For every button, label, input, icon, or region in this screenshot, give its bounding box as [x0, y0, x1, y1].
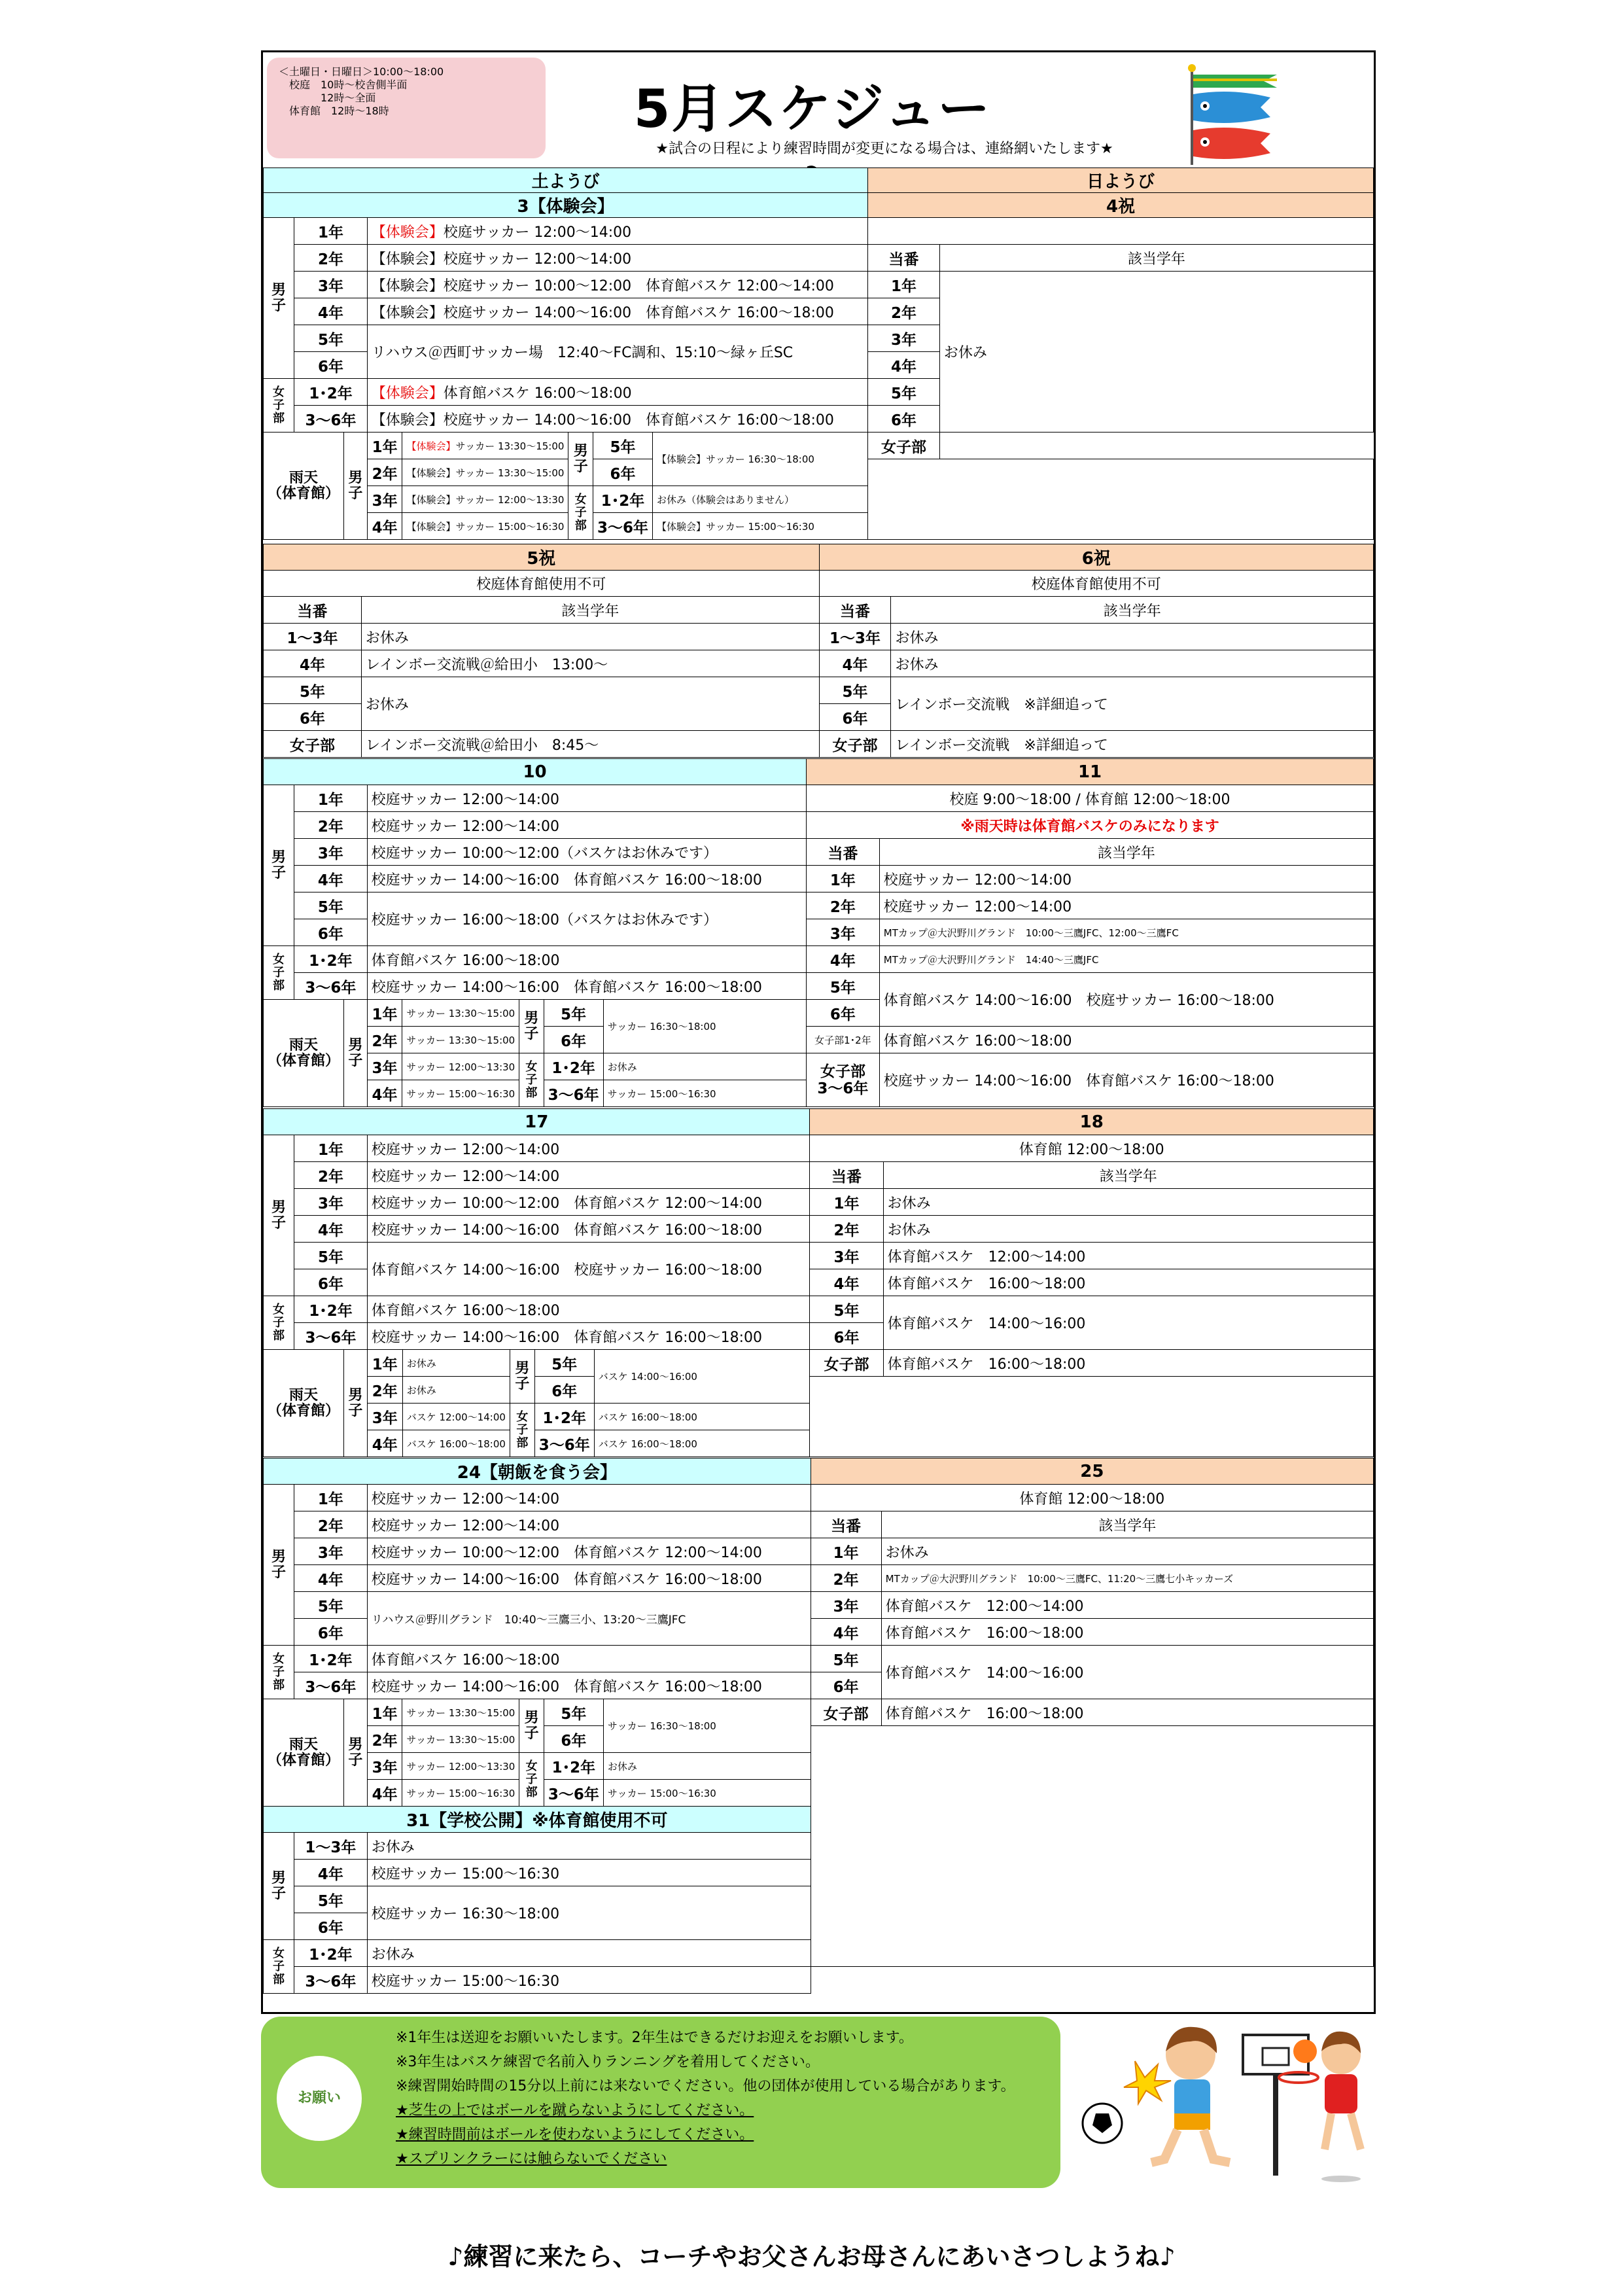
- schedule-cell: レインボー交流戦＠給田小 8:45～: [361, 731, 819, 758]
- girls-grade: 女子部: [819, 731, 891, 758]
- schedule-cell: 校庭サッカー 12:00～14:00: [879, 892, 1373, 919]
- date-10: 10: [264, 759, 807, 785]
- facility-note: 体育館 12:00～18:00: [811, 1485, 1373, 1511]
- schedule-cell: お休み: [367, 1940, 811, 1967]
- closing-message: ♪練習に来たら、コーチやお父さんお母さんにあいさつしようね♪: [447, 2242, 1176, 2271]
- grade-2: 2年: [810, 1216, 883, 1243]
- schedule-cell: 校庭サッカー 14:00～16:00 体育館バスケ 16:00～18:00: [879, 1053, 1373, 1107]
- schedule-cell: 【体験会】校庭サッカー 10:00～12:00 体育館バスケ 12:00～14:00: [367, 272, 867, 298]
- schedule-cell: 校庭サッカー 14:00～16:00 体育館バスケ 16:00～18:00: [367, 973, 806, 1000]
- grade-4: 4年: [294, 1565, 368, 1592]
- girls-grade-3-6: 女子部 3～6年: [807, 1053, 880, 1107]
- grade-4: 4年: [294, 298, 368, 325]
- rain-cell: 【体験会】サッカー 15:00～16:30: [653, 513, 868, 540]
- schedule-cell: お休み: [891, 624, 1374, 650]
- rain-cell: バスケ 14:00～16:00: [594, 1350, 810, 1404]
- week2-table: [263, 544, 1374, 758]
- grade-2: 2年: [868, 298, 940, 325]
- schedule-cell: お休み: [891, 650, 1374, 677]
- schedule-cell: 体育館バスケ 12:00～14:00: [883, 1243, 1373, 1269]
- grade-2: 2年: [807, 892, 880, 919]
- grade-5: 5年: [811, 1646, 881, 1672]
- grade-6: 6年: [811, 1672, 881, 1699]
- rain-cell: [402, 433, 568, 459]
- grade-2: 2年: [367, 1726, 402, 1753]
- hours-line: 12時～全面: [279, 92, 376, 104]
- grade-1: 1年: [807, 866, 880, 892]
- grade-6: 6年: [264, 704, 362, 731]
- grade-1-2: 1･2年: [534, 1404, 594, 1430]
- schedule-cell: お休み: [361, 624, 819, 650]
- grade-1-2: 1･2年: [294, 379, 368, 406]
- grade-4: 4年: [367, 513, 402, 540]
- grade-6: 6年: [819, 704, 891, 731]
- girls-grade: 女子部: [811, 1699, 881, 1726]
- schedule-cell: 体育館バスケ 14:00～16:00 校庭サッカー 16:00～18:00: [367, 1243, 810, 1296]
- boys-label: 男 子: [344, 1000, 368, 1107]
- grade-3: 3年: [294, 1189, 368, 1216]
- grade-6: 6年: [807, 1000, 880, 1027]
- schedule-cell: 校庭サッカー 14:00～16:00 体育館バスケ 16:00～18:00: [367, 1672, 811, 1699]
- girls-label: 女 子 部: [264, 1940, 294, 1994]
- boys-label: 男 子: [519, 1000, 544, 1053]
- grade-3-6: 3～6年: [534, 1430, 594, 1457]
- schedule-cell: 【体験会】校庭サッカー 14:00～16:00 体育館バスケ 16:00～18:00: [367, 406, 867, 433]
- rain-label: 雨天 （体育館）: [264, 1350, 344, 1457]
- sat-label: 土ようび: [264, 168, 868, 193]
- grade-5: 5年: [819, 677, 891, 704]
- rain-cell: サッカー 15:00～16:30: [402, 1080, 519, 1107]
- date-4: 4祝: [868, 193, 1374, 218]
- gakunen-header: 該当学年: [361, 597, 819, 624]
- schedule-cell: 体育館バスケ 16:00～18:00: [883, 1269, 1373, 1296]
- girls-label: 女 子 部: [264, 1646, 294, 1699]
- rain-cell: バスケ 16:00～18:00: [594, 1430, 810, 1457]
- date-18: 18: [810, 1109, 1374, 1135]
- schedule-cell: MTカップ＠大沢野川グランド 10:00～三鷹FC、11:20～三鷹七小キッカーズ: [881, 1565, 1373, 1592]
- grade-4: 4年: [367, 1430, 402, 1457]
- grade-6: 6年: [294, 352, 368, 379]
- schedule-cell: お休み: [367, 1833, 811, 1860]
- facility-note: 校庭 9:00～18:00 / 体育館 12:00～18:00: [807, 785, 1374, 812]
- grade-6: 6年: [294, 919, 368, 946]
- date-11: 11: [807, 759, 1374, 785]
- rain-cell: バスケ 16:00～18:00: [402, 1430, 510, 1457]
- grade-1-2: 1･2年: [294, 1296, 368, 1323]
- grade-4: 4年: [811, 1619, 881, 1646]
- schedule-cell: MTカップ＠大沢野川グランド 10:00～三鷹JFC、12:00～三鷹FC: [879, 919, 1373, 946]
- girls-label: 女 子 部: [264, 946, 294, 1000]
- schedule-cell: リハウス＠西町サッカー場 12:40～FC調和、15:10～緑ヶ丘SC: [367, 325, 867, 379]
- grade-4: 4年: [810, 1269, 883, 1296]
- page-subtitle: ★試合の日程により練習時間が変更になる場合は、連絡網いたします★: [655, 141, 1113, 157]
- toban-header: 当番: [819, 597, 891, 624]
- grade-5: 5年: [264, 677, 362, 704]
- schedule-cell: 校庭サッカー 14:00～16:00 体育館バスケ 16:00～18:00: [367, 1216, 810, 1243]
- taiken-tag: 【体験会】: [406, 440, 456, 452]
- rain-label: 雨天 （体育館）: [264, 1000, 344, 1107]
- rain-cell: サッカー 13:30～15:00: [402, 1699, 519, 1726]
- schedule-cell: [367, 379, 867, 406]
- grade-1-2: 1･2年: [294, 1646, 368, 1672]
- rain-cell: お休み: [402, 1350, 510, 1377]
- grade-3: 3年: [810, 1243, 883, 1269]
- grade-4: 4年: [367, 1080, 402, 1107]
- grade-6: 6年: [544, 1726, 603, 1753]
- grade-6: 6年: [294, 1913, 368, 1940]
- schedule-cell: 体育館バスケ 14:00～16:00 校庭サッカー 16:00～18:00: [879, 973, 1373, 1027]
- rain-cell: 【体験会】サッカー 16:30～18:00: [653, 433, 868, 486]
- grade-1-2: 1･2年: [294, 946, 368, 973]
- schedule-cell: 校庭サッカー 16:30～18:00: [367, 1886, 811, 1940]
- blank-cell: [868, 459, 1374, 540]
- schedule-cell: 校庭サッカー 14:00～16:00 体育館バスケ 16:00～18:00: [367, 866, 806, 892]
- schedule-cell: 体育館バスケ 14:00～16:00: [883, 1296, 1373, 1350]
- grade-6: 6年: [868, 406, 940, 433]
- schedule-cell: [367, 218, 867, 245]
- schedule-cell: 校庭サッカー 15:00～16:30: [367, 1860, 811, 1886]
- girls-label: 女 子 部: [519, 1753, 544, 1807]
- sun-label: 日ようび: [868, 168, 1374, 193]
- date-24: 24【朝飯を食う会】: [264, 1458, 811, 1485]
- grade-3-6: 3～6年: [294, 406, 368, 433]
- girls-grade: 女子部: [868, 433, 940, 459]
- grade-3-6: 3～6年: [294, 973, 368, 1000]
- rain-warning: ※雨天時は体育館バスケのみになります: [807, 812, 1374, 839]
- boys-label: 男 子: [264, 785, 294, 946]
- grade-2: 2年: [367, 1027, 402, 1053]
- grade-3: 3年: [367, 486, 402, 513]
- grade-5: 5年: [868, 379, 940, 406]
- blank-cell: [811, 1726, 1373, 1967]
- boys-label: 男 子: [264, 1833, 294, 1940]
- grade-5: 5年: [294, 1886, 368, 1913]
- boys-label: 男 子: [264, 218, 294, 379]
- kids-playing-illustration: [1073, 2015, 1374, 2185]
- rain-cell: お休み: [603, 1053, 806, 1080]
- grade-3: 3年: [367, 1753, 402, 1780]
- schedule-cell: お休み: [883, 1216, 1373, 1243]
- date-31: 31【学校公開】※体育館使用不可: [264, 1807, 811, 1833]
- rain-cell: 【体験会】サッカー 12:00～13:30: [402, 486, 568, 513]
- toban-header: 当番: [807, 839, 880, 866]
- schedule-cell: 体育館バスケ 16:00～18:00: [883, 1350, 1373, 1377]
- schedule-cell: 校庭サッカー 12:00～14:00: [367, 1162, 810, 1189]
- rain-cell: サッカー 13:30～15:00: [402, 1726, 519, 1753]
- gakunen-header: 該当学年: [879, 839, 1373, 866]
- basketball-icon: [1293, 2040, 1317, 2063]
- grade-3: 3年: [868, 325, 940, 352]
- schedule-cell: お休み: [361, 677, 819, 731]
- grade-1: 1年: [367, 1000, 402, 1027]
- grade-5: 5年: [544, 1699, 603, 1726]
- facility-note: 体育館 12:00～18:00: [810, 1135, 1374, 1162]
- schedule-cell: レインボー交流戦 ※詳細追って: [891, 677, 1374, 731]
- request-notes: [396, 2026, 1015, 2171]
- rain-cell: サッカー 12:00～13:30: [402, 1753, 519, 1780]
- hours-line: 校庭 10時～校舎側半面: [279, 79, 408, 91]
- girls-grade: 女子部: [264, 731, 362, 758]
- schedule-text: 校庭サッカー 12:00～14:00: [443, 224, 632, 241]
- girls-label: 女 子 部: [519, 1053, 544, 1107]
- week1-table: [263, 168, 1374, 540]
- page-title: 5月スケジュー: [633, 79, 992, 139]
- grade-4: 4年: [294, 866, 368, 892]
- grade-1: 1年: [810, 1189, 883, 1216]
- rain-cell: サッカー 13:30～15:00: [402, 1027, 519, 1053]
- facility-note: 校庭体育館使用不可: [819, 571, 1373, 597]
- boys-label: 男 子: [264, 1135, 294, 1296]
- schedule-cell: 校庭サッカー 12:00～14:00: [367, 1511, 811, 1538]
- grade-5: 5年: [294, 325, 368, 352]
- girls-grade: 女子部: [810, 1350, 883, 1377]
- rain-cell: お休み: [402, 1377, 510, 1404]
- boys-label: 男 子: [510, 1350, 534, 1404]
- girls-label: 女 子 部: [510, 1404, 534, 1457]
- schedule-cell: 校庭サッカー 15:00～16:30: [367, 1967, 811, 1994]
- schedule-cell: 校庭サッカー 12:00～14:00: [367, 785, 806, 812]
- schedule-cell: お休み: [881, 1538, 1373, 1565]
- grade-6: 6年: [544, 1027, 603, 1053]
- note-line: ★スプリンクラーには触らないでください: [396, 2151, 667, 2167]
- schedule-cell: 校庭サッカー 16:00～18:00（バスケはお休みです）: [367, 892, 806, 946]
- toban-header: 当番: [811, 1511, 881, 1538]
- grade-1-3: 1～3年: [294, 1833, 368, 1860]
- rain-cell: 【体験会】サッカー 13:30～15:00: [402, 459, 568, 486]
- grade-2: 2年: [294, 1162, 368, 1189]
- grade-5: 5年: [593, 433, 653, 459]
- grade-1-3: 1～3年: [264, 624, 362, 650]
- grade-6: 6年: [294, 1619, 368, 1646]
- grade-1: 1年: [294, 218, 368, 245]
- boys-label: 男 子: [344, 433, 368, 540]
- boys-label: 男 子: [568, 433, 593, 486]
- grade-2: 2年: [294, 1511, 368, 1538]
- date-25: 25: [811, 1458, 1373, 1485]
- girls-label: 女 子 部: [568, 486, 593, 540]
- rain-cell: お休み: [603, 1753, 811, 1780]
- grade-1: 1年: [811, 1538, 881, 1565]
- grade-2: 2年: [294, 812, 368, 839]
- grade-4: 4年: [294, 1860, 368, 1886]
- schedule-cell: 体育館バスケ 16:00～18:00: [881, 1619, 1373, 1646]
- hours-line: ＜土曜日・日曜日＞10:00～18:00: [279, 65, 444, 78]
- schedule-cell: 【体験会】校庭サッカー 14:00～16:00 体育館バスケ 16:00～18:00: [367, 298, 867, 325]
- grade-1-2: 1･2年: [294, 1940, 368, 1967]
- note-line: ★練習時間前はボールを使わないようにしてください。: [396, 2127, 754, 2143]
- note-line: ※3年生はバスケ練習で名前入りランニングを着用してください。: [396, 2054, 820, 2070]
- grade-5: 5年: [807, 973, 880, 1000]
- schedule-cell: 校庭サッカー 14:00～16:00 体育館バスケ 16:00～18:00: [367, 1323, 810, 1350]
- hours-line: 体育館 12時～18時: [279, 105, 389, 117]
- gakunen-header: 該当学年: [881, 1511, 1373, 1538]
- grade-6: 6年: [294, 1269, 368, 1296]
- rain-cell: サッカー 15:00～16:30: [603, 1080, 806, 1107]
- gakunen-header: 該当学年: [883, 1162, 1373, 1189]
- request-box: [261, 2017, 1060, 2188]
- schedule-cell: 校庭サッカー 14:00～16:00 体育館バスケ 16:00～18:00: [367, 1565, 811, 1592]
- grade-2: 2年: [367, 1377, 402, 1404]
- week4-table: [263, 1108, 1374, 1457]
- schedule-cell: リハウス＠野川グランド 10:40～三鷹三小、13:20～三鷹JFC: [367, 1592, 811, 1646]
- grade-3: 3年: [367, 1053, 402, 1080]
- schedule-cell: 体育館バスケ 12:00～14:00: [881, 1592, 1373, 1619]
- schedule-text: サッカー 13:30～15:00: [455, 440, 565, 452]
- schedule-cell: 体育館バスケ 16:00～18:00: [881, 1699, 1373, 1726]
- rain-cell: バスケ 12:00～14:00: [402, 1404, 510, 1430]
- schedule-cell: お休み: [939, 272, 1373, 433]
- schedule-cell: お休み: [883, 1189, 1373, 1216]
- schedule-cell: 校庭サッカー 12:00～14:00: [367, 1135, 810, 1162]
- grade-3: 3年: [811, 1592, 881, 1619]
- schedule-cell: 校庭サッカー 12:00～14:00: [367, 812, 806, 839]
- grade-1-2: 1･2年: [544, 1753, 603, 1780]
- grade-4: 4年: [868, 352, 940, 379]
- rain-cell: サッカー 13:30～15:00: [402, 1000, 519, 1027]
- facility-note: 校庭体育館使用不可: [264, 571, 820, 597]
- grade-5: 5年: [544, 1000, 603, 1027]
- grade-5: 5年: [294, 892, 368, 919]
- schedule-cell: 体育館バスケ 14:00～16:00: [881, 1646, 1373, 1699]
- grade-6: 6年: [534, 1377, 594, 1404]
- schedule-sheet: [261, 50, 1376, 2014]
- header: [263, 52, 1374, 168]
- schedule-cell: 校庭サッカー 10:00～12:00 体育館バスケ 12:00～14:00: [367, 1189, 810, 1216]
- grade-1: 1年: [294, 1485, 368, 1511]
- grade-2: 2年: [367, 459, 402, 486]
- grade-5: 5年: [294, 1592, 368, 1619]
- grade-3: 3年: [807, 919, 880, 946]
- schedule-text: 体育館バスケ 16:00～18:00: [443, 385, 632, 402]
- boys-label: 男 子: [519, 1699, 544, 1753]
- grade-3: 3年: [294, 272, 368, 298]
- schedule-cell: レインボー交流戦 ※詳細追って: [891, 731, 1374, 758]
- grade-4: 4年: [819, 650, 891, 677]
- date-5: 5祝: [264, 544, 820, 571]
- note-line: ※練習開始時間の15分以上前には来ないでください。他の団体が使用している場合があります。: [396, 2078, 1015, 2094]
- toban-header: 当番: [868, 245, 940, 272]
- schedule-cell: 体育館バスケ 16:00～18:00: [367, 1646, 811, 1672]
- grade-3-6: 3～6年: [294, 1323, 368, 1350]
- grade-2: 2年: [294, 245, 368, 272]
- grade-3-6: 3～6年: [294, 1672, 368, 1699]
- blank-cell: [810, 1377, 1374, 1457]
- rain-cell: バスケ 16:00～18:00: [594, 1404, 810, 1430]
- note-line: ※1年生は送迎をお願いいたします。2年生はできるだけお迎えをお願いします。: [396, 2030, 913, 2046]
- grade-5: 5年: [534, 1350, 594, 1377]
- rain-cell: サッカー 16:30～18:00: [603, 1699, 811, 1753]
- grade-4: 4年: [367, 1780, 402, 1807]
- rain-cell: お休み（体験会はありません）: [653, 486, 868, 513]
- grade-3-6: 3～6年: [544, 1780, 603, 1807]
- toban-header: 当番: [810, 1162, 883, 1189]
- grade-6: 6年: [593, 459, 653, 486]
- grade-1: 1年: [294, 1135, 368, 1162]
- grade-3-6: 3～6年: [294, 1967, 368, 1994]
- week5-table: [263, 1458, 1374, 1994]
- grade-4: 4年: [294, 1216, 368, 1243]
- rain-cell: サッカー 15:00～16:30: [402, 1780, 519, 1807]
- rain-cell: サッカー 12:00～13:30: [402, 1053, 519, 1080]
- rain-label: 雨天 （体育館）: [264, 433, 344, 540]
- grade-3: 3年: [367, 1404, 402, 1430]
- rain-cell: サッカー 15:00～16:30: [603, 1780, 811, 1807]
- schedule-cell: 体育館バスケ 16:00～18:00: [367, 946, 806, 973]
- schedule-cell: 校庭サッカー 10:00～12:00（バスケはお休みです）: [367, 839, 806, 866]
- date-17: 17: [264, 1109, 810, 1135]
- grade-1-2: 1･2年: [593, 486, 653, 513]
- taiken-tag: 【体験会】: [371, 385, 444, 402]
- grade-1: 1年: [294, 785, 368, 812]
- hours-note: [267, 58, 546, 158]
- gakunen-header: 該当学年: [939, 245, 1373, 272]
- gakunen-header: 該当学年: [891, 597, 1374, 624]
- grade-1: 1年: [868, 272, 940, 298]
- grade-3-6: 3～6年: [544, 1080, 603, 1107]
- schedule-cell: 【体験会】校庭サッカー 12:00～14:00: [367, 245, 867, 272]
- girls-grade-1-2: 女子部1･2年: [807, 1027, 880, 1053]
- boys-label: 男 子: [264, 1485, 294, 1646]
- schedule-cell: レインボー交流戦＠給田小 13:00～: [361, 650, 819, 677]
- blank-cell: [868, 218, 1374, 245]
- girls-label: 女 子 部: [264, 379, 294, 433]
- grade-5: 5年: [810, 1296, 883, 1323]
- date-6: 6祝: [819, 544, 1373, 571]
- toban-header: 当番: [264, 597, 362, 624]
- koinobori-icon: [1179, 62, 1283, 166]
- schedule-cell: MTカップ＠大沢野川グランド 14:40～三鷹JFC: [879, 946, 1373, 973]
- grade-1: 1年: [367, 1350, 402, 1377]
- grade-4: 4年: [264, 650, 362, 677]
- grade-5: 5年: [294, 1243, 368, 1269]
- grade-1-3: 1～3年: [819, 624, 891, 650]
- rain-cell: サッカー 16:30～18:00: [603, 1000, 806, 1053]
- note-line: ★芝生の上ではボールを蹴らないようにしてください。: [396, 2102, 754, 2119]
- schedule-cell: 校庭サッカー 12:00～14:00: [367, 1485, 811, 1511]
- grade-3: 3年: [294, 839, 368, 866]
- boys-label: 男 子: [344, 1350, 368, 1457]
- grade-3-6: 3～6年: [593, 513, 653, 540]
- grade-1: 1年: [367, 433, 402, 459]
- schedule-cell: 校庭サッカー 10:00～12:00 体育館バスケ 12:00～14:00: [367, 1538, 811, 1565]
- week3-table: [263, 758, 1374, 1107]
- rain-label: 雨天 （体育館）: [264, 1699, 344, 1807]
- schedule-cell: 校庭サッカー 12:00～14:00: [879, 866, 1373, 892]
- schedule-cell: 体育館バスケ 16:00～18:00: [879, 1027, 1373, 1053]
- grade-1: 1年: [367, 1699, 402, 1726]
- rain-cell: 【体験会】サッカー 15:00～16:30: [402, 513, 568, 540]
- request-badge: お願い: [277, 2056, 362, 2141]
- grade-2: 2年: [811, 1565, 881, 1592]
- schedule-cell: 体育館バスケ 16:00～18:00: [367, 1296, 810, 1323]
- taiken-tag: 【体験会】: [371, 224, 444, 241]
- grade-4: 4年: [807, 946, 880, 973]
- grade-6: 6年: [810, 1323, 883, 1350]
- grade-1-2: 1･2年: [544, 1053, 603, 1080]
- grade-3: 3年: [294, 1538, 368, 1565]
- boys-label: 男 子: [344, 1699, 368, 1807]
- girls-label: 女 子 部: [264, 1296, 294, 1350]
- date-3: 3【体験会】: [264, 193, 868, 218]
